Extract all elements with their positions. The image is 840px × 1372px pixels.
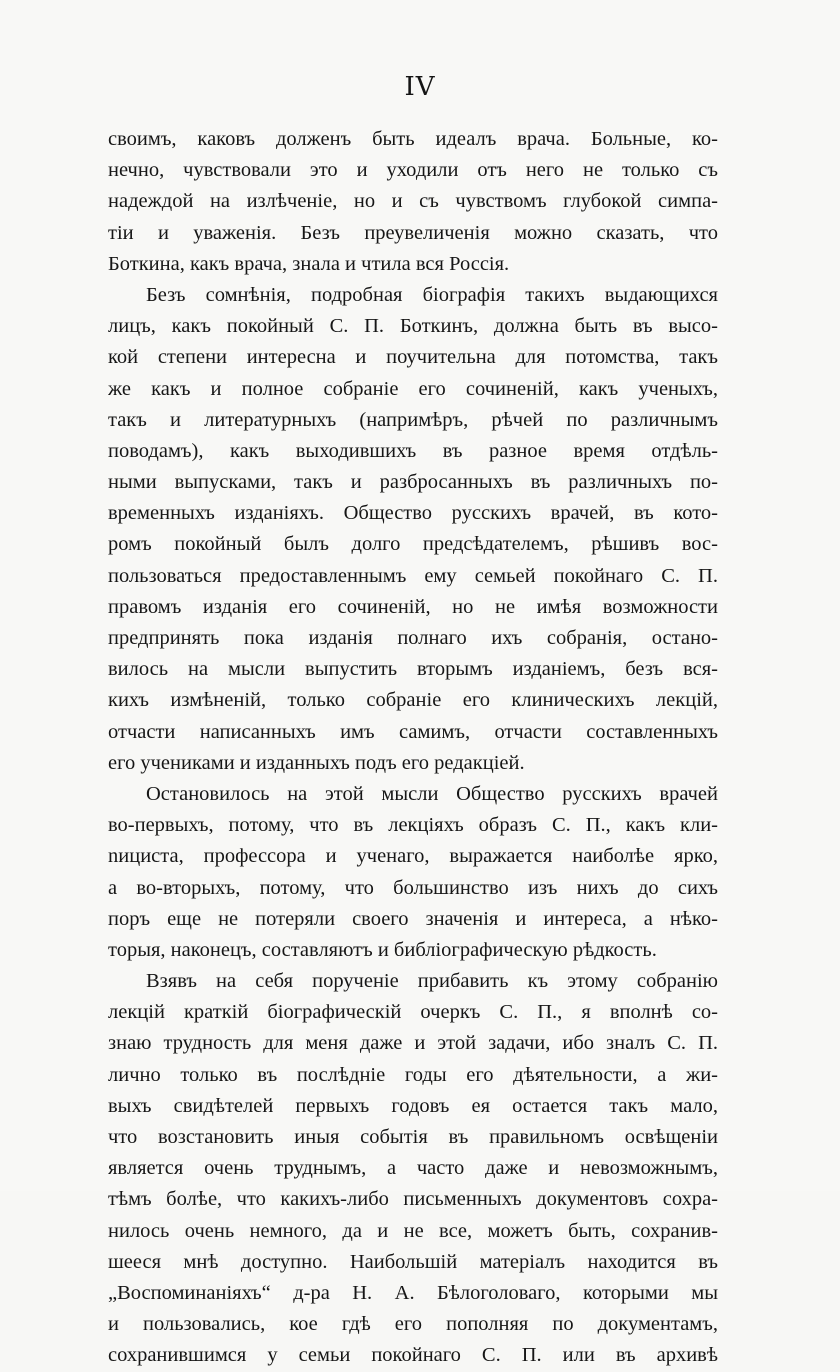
text-line: знаю трудность для меня даже и этой задачи, ибо зналъ С. П. [108,1032,718,1055]
page-number: IV [404,72,436,102]
body-text [108,124,718,1372]
text-line: кихъ измѣненій, только собраніе его клиническихъ лекцій, [108,689,718,712]
text-line: во-первыхъ, потому, что въ лекціяхъ образъ С. П., какъ кли- [108,814,718,837]
text-line: надеждой на излѣченіе, но и съ чувствомъ глубокой симпа- [108,190,718,213]
text-line: нилось очень немного, да и не все, можетъ быть, сохранив- [108,1219,718,1242]
text-line: выхъ свидѣтелей первыхъ годовъ ея остается такъ мало, [108,1094,718,1117]
text-line: Боткина, какъ врача, знала и чтила вся Россія. [108,252,510,275]
text-line: является очень труднымъ, а часто даже и невозможнымъ, [108,1157,718,1180]
paragraph-first-line: Остановилось на этой мысли Общество русскихъ врачей [146,782,718,805]
text-line: лично только въ послѣдніе годы его дѣятельности, а жи- [108,1063,718,1086]
text-line: же какъ и полное собраніе его сочиненій, какъ ученыхъ, [108,377,718,400]
text-line: и пользовались, кое гдѣ его пополняя по документамъ, [108,1313,718,1336]
text-line: ромъ покойный былъ долго предсѣдателемъ, рѣшивъ вос- [108,533,718,556]
text-line: пользоваться предоставленнымъ ему семьей покойнаго С. П. [108,564,718,587]
text-line: лицъ, какъ покойный С. П. Боткинъ, должна быть въ высо- [108,315,718,338]
text-line: временныхъ изданіяхъ. Общество русскихъ врачей, въ кото- [108,502,718,525]
text-line: тѣмъ болѣе, что какихъ-либо письменныхъ документовъ сохра- [108,1188,718,1211]
text-line: nициста, профессора и ученаго, выражается наиболѣе ярко, [108,845,718,868]
text-line: поводамъ), какъ выходившихъ въ разное время отдѣль- [108,439,718,462]
text-line: сохранившимся у семьи покойнаго С. П. или въ архивѣ [108,1344,718,1367]
text-line: нечно, чувствовали это и уходили отъ него не только съ [108,159,718,182]
text-line: кой степени интересна и поучительна для потомства, такъ [108,346,718,369]
text-line: ными выпусками, такъ и разбросанныхъ въ различныхъ по- [108,471,718,494]
text-line: такъ и литературныхъ (напримѣръ, рѣчей по различнымъ [108,408,718,431]
text-line: правомъ изданія его сочиненій, но не имѣя возможности [108,595,718,618]
text-line: вилось на мысли выпустить вторымъ изданіемъ, безъ вся- [108,658,718,681]
text-line: поръ еще не потеряли своего значенія и интереса, а нѣко- [108,907,718,930]
text-line: „Воспоминаніяхъ“ д-ра Н. А. Бѣлоголоваго, которыми мы [108,1281,718,1304]
text-line: его учениками и изданныхъ подъ его редакціей. [108,751,525,774]
text-line: тіи и уваженія. Безъ преувеличенія можно сказать, что [108,221,718,244]
text-line: шееся мнѣ доступно. Наибольшій матеріалъ находится въ [108,1250,718,1273]
text-line: что возстановить иныя событія въ правильномъ освѣщеніи [108,1126,718,1148]
text-line: торыя, наконецъ, составляютъ и библіографическую рѣдкость. [108,938,657,961]
text-line: лекцій краткій біографическій очеркъ С. П., я вполнѣ со- [108,1001,718,1024]
paragraph-first-line: Взявъ на себя порученіе прибавить къ этому собранію [146,970,718,993]
paragraph-first-line: Безъ сомнѣнія, подробная біографія такихъ выдающихся [146,283,718,306]
text-line: предпринять пока изданія полнаго ихъ собранія, остано- [108,627,718,649]
text-line: отчасти написанныхъ имъ самимъ, отчасти составленныхъ [108,720,718,743]
text-line: а во-вторыхъ, потому, что большинство изъ нихъ до сихъ [108,876,718,899]
text-line: своимъ, каковъ долженъ быть идеалъ врача. Больные, ко- [108,128,718,150]
